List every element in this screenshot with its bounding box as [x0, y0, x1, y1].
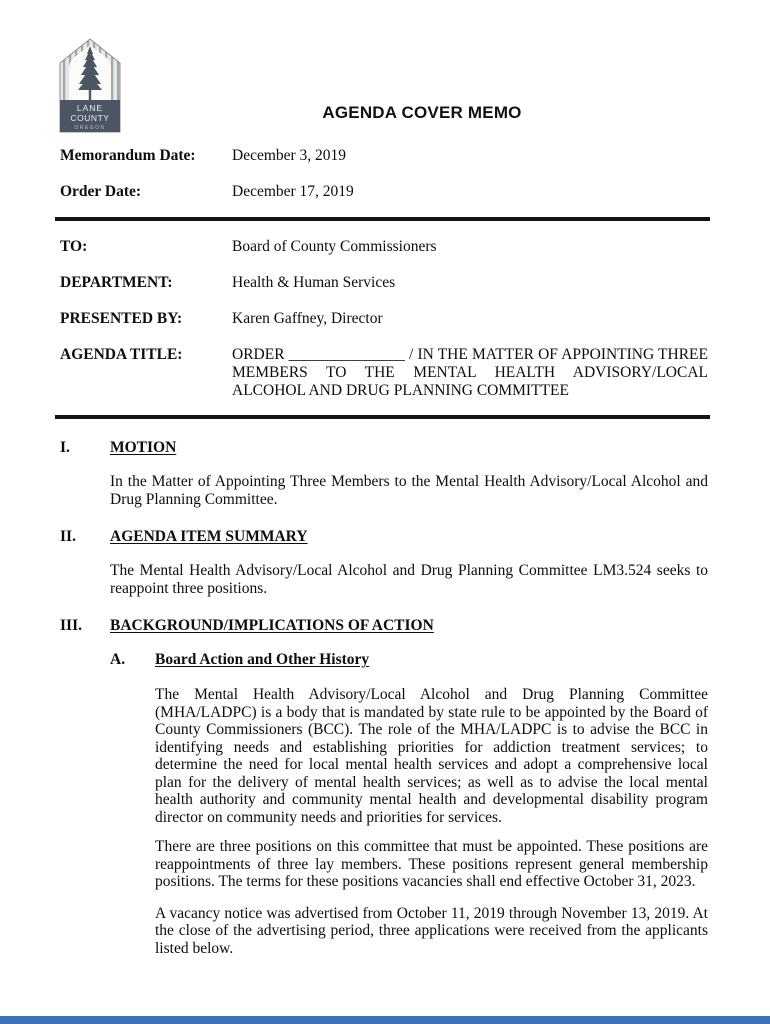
paragraph: In the Matter of Appointing Three Members to the Mental Health Advisory/Local Alcohol and Drug Planning Committee. — [110, 473, 708, 508]
section-summary-body — [110, 562, 708, 597]
section-summary-heading: AGENDA ITEM SUMMARY — [110, 528, 308, 545]
memorandum-date-label: Memorandum Date: — [60, 147, 196, 164]
paragraph: The Mental Health Advisory/Local Alcohol and Drug Planning Committee (MHA/LADPC) is a body that is mandated by state rule to be appointed by the Board of County Commissioners (BCC). The role of the MHA/LADPC is to advise the BCC in identifying needs and establishing priorities for addiction treatment services; to determine the need for local mental health services and adopt a comprehensive local plan for the delivery of mental health services; as well as to advise the local mental health authority and community mental health and developmental disability program director on community needs and priorities for services. — [155, 686, 708, 826]
memorandum-date-value: December 3, 2019 — [232, 147, 347, 164]
paragraph: A vacancy notice was advertised from October 11, 2019 through November 13, 2019. At the close of the advertising period, three applications were received from the applicants listed below. — [155, 904, 708, 957]
agenda-title-row — [60, 346, 708, 400]
agenda-title-value: ORDER _______________ / IN THE MATTER OF APPOINTING THREE MEMBERS TO THE MENTAL HEALTH ADVISORY/LOCAL ALCOHOL AND DRUG PLANNING COMMITTEE — [232, 346, 708, 399]
logo-text-lane: LANE — [76, 103, 104, 113]
logo-text-oregon: OREGON — [74, 125, 106, 131]
section-background-heading-row — [60, 617, 708, 635]
memorandum-date-row — [60, 147, 708, 165]
to-row — [60, 238, 708, 256]
presented-by-label: PRESENTED BY: — [60, 310, 183, 327]
order-date-value: December 17, 2019 — [232, 183, 354, 200]
section-motion-body — [110, 473, 708, 508]
paragraph: The Mental Health Advisory/Local Alcohol and Drug Planning Committee LM3.524 seeks to reappoint three positions. — [110, 562, 708, 597]
section-numeral: II. — [60, 528, 76, 545]
divider-top — [55, 217, 710, 221]
to-value: Board of County Commissioners — [232, 238, 437, 255]
section-motion-heading-row — [60, 439, 708, 457]
subsection-board-action-heading-row — [110, 651, 708, 669]
page-title: AGENDA COVER MEMO — [322, 103, 522, 122]
to-label: TO: — [60, 238, 88, 255]
section-motion-heading: MOTION — [110, 439, 177, 456]
logo-text-county: COUNTY — [70, 113, 110, 123]
section-numeral: III. — [60, 617, 82, 634]
order-date-label: Order Date: — [60, 183, 142, 200]
subsection-board-action-heading: Board Action and Other History — [155, 651, 370, 668]
paragraph: There are three positions on this committee that must be appointed. These positions are reappointments of three lay members. These positions represent general membership positions. The terms for these positions vacancies shall end effective October 31, 2023. — [155, 838, 708, 890]
document-header — [60, 0, 708, 135]
section-numeral: I. — [60, 439, 70, 456]
section-background-heading: BACKGROUND/IMPLICATIONS OF ACTION — [110, 617, 434, 634]
department-value: Health & Human Services — [232, 274, 396, 291]
bottom-accent-bar — [0, 1016, 770, 1024]
presented-by-row — [60, 310, 708, 328]
divider-bottom — [55, 415, 710, 419]
subsection-board-action-body — [155, 686, 708, 957]
subsection-letter: A. — [110, 651, 126, 668]
presented-by-value: Karen Gaffney, Director — [232, 310, 383, 327]
department-label: DEPARTMENT: — [60, 274, 173, 291]
department-row — [60, 274, 708, 292]
section-summary-heading-row — [60, 528, 708, 546]
order-date-row — [60, 183, 708, 201]
agenda-title-label: AGENDA TITLE: — [60, 346, 183, 363]
